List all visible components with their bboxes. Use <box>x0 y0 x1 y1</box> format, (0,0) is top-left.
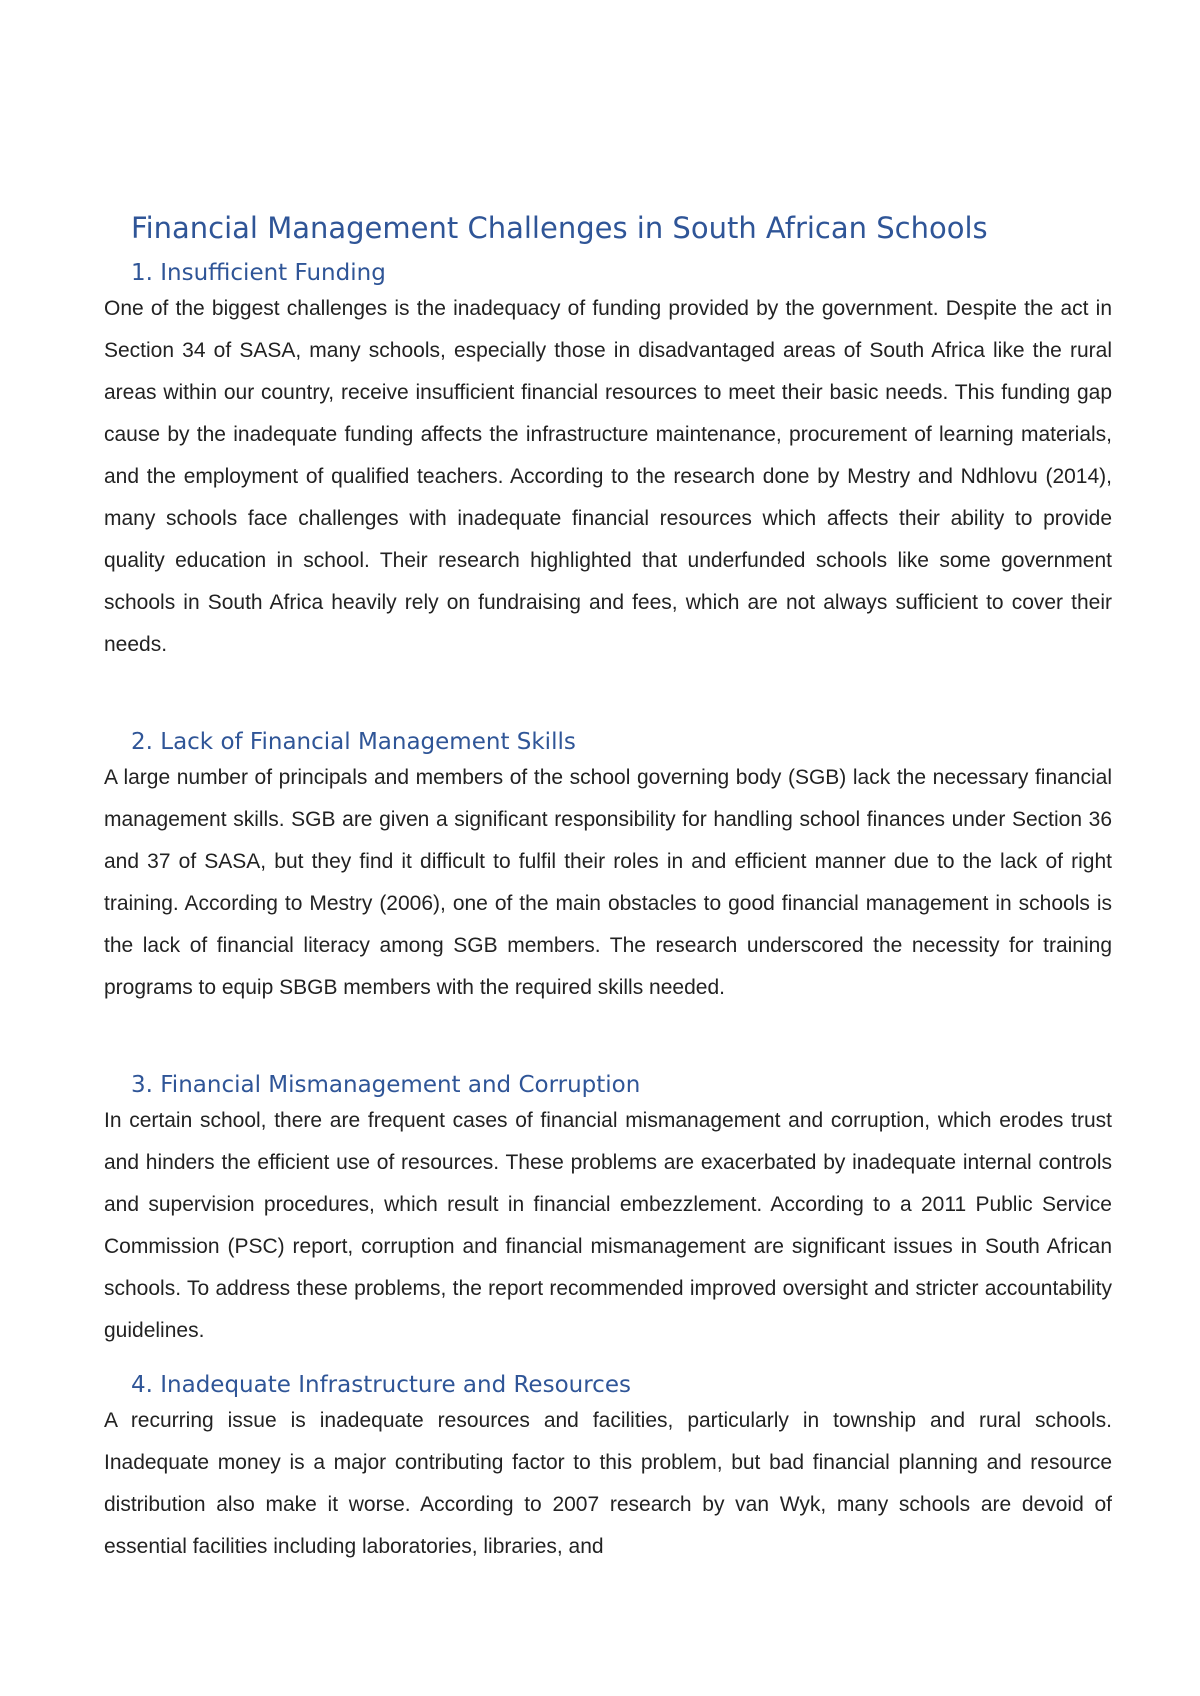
section-inadequate-infrastructure-and-resources <box>104 1370 1112 1568</box>
section-heading: 3. Financial Mismanagement and Corruption <box>131 1072 641 1098</box>
section-lack-of-financial-management-skills <box>104 727 1112 1009</box>
document-title: Financial Management Challenges in South African Schools <box>131 211 988 245</box>
section-paragraph: One of the biggest challenges is the inadequacy of funding provided by the government. Despite the act in Section 34 of SASA, many schools, especially those in disadvantaged areas of South Africa like the rural areas within our country, receive insufficient financial resources to meet their basic needs. This funding gap cause by the inadequate funding affects the infrastructure maintenance, procurement of learning materials, and the employment of qualified teachers. According to the research done by Mestry and Ndhlovu (2014), many schools face challenges with inadequate financial resources which affects their ability to provide quality education in school. Their research highlighted that underfunded schools like some government schools in South Africa heavily rely on fundraising and fees, which are not always sufficient to cover their needs. <box>104 297 1112 656</box>
section-insufficient-funding <box>104 258 1112 666</box>
section-paragraph: A recurring issue is inadequate resources and facilities, particularly in township and rural schools. Inadequate money is a major contributing factor to this problem, but bad financial planning and resource distribution also make it worse. According to 2007 research by van Wyk, many schools are devoid of essential facilities including laboratories, libraries, and <box>104 1409 1112 1558</box>
section-heading: 2. Lack of Financial Management Skills <box>131 729 576 755</box>
section-paragraph: In certain school, there are frequent cases of financial mismanagement and corruption, which erodes trust and hinders the efficient use of resources. These problems are exacerbated by inadequate internal controls and supervision procedures, which result in financial embezzlement. According to a 2011 Public Service Commission (PSC) report, corruption and financial mismanagement are significant issues in South African schools. To address these problems, the report recommended improved oversight and stricter accountability guidelines. <box>104 1109 1112 1342</box>
section-paragraph: A large number of principals and members of the school governing body (SGB) lack the necessary financial management skills. SGB are given a significant responsibility for handling school finances under Section 36 and 37 of SASA, but they find it difficult to fulfil their roles in and efficient manner due to the lack of right training. According to Mestry (2006), one of the main obstacles to good financial management in schools is the lack of financial literacy among SGB members. The research underscored the necessity for training programs to equip SBGB members with the required skills needed. <box>104 766 1112 999</box>
section-heading: 4. Inadequate Infrastructure and Resources <box>131 1372 631 1398</box>
section-financial-mismanagement-and-corruption <box>104 1070 1112 1352</box>
section-heading: 1. Insufficient Funding <box>131 260 386 286</box>
